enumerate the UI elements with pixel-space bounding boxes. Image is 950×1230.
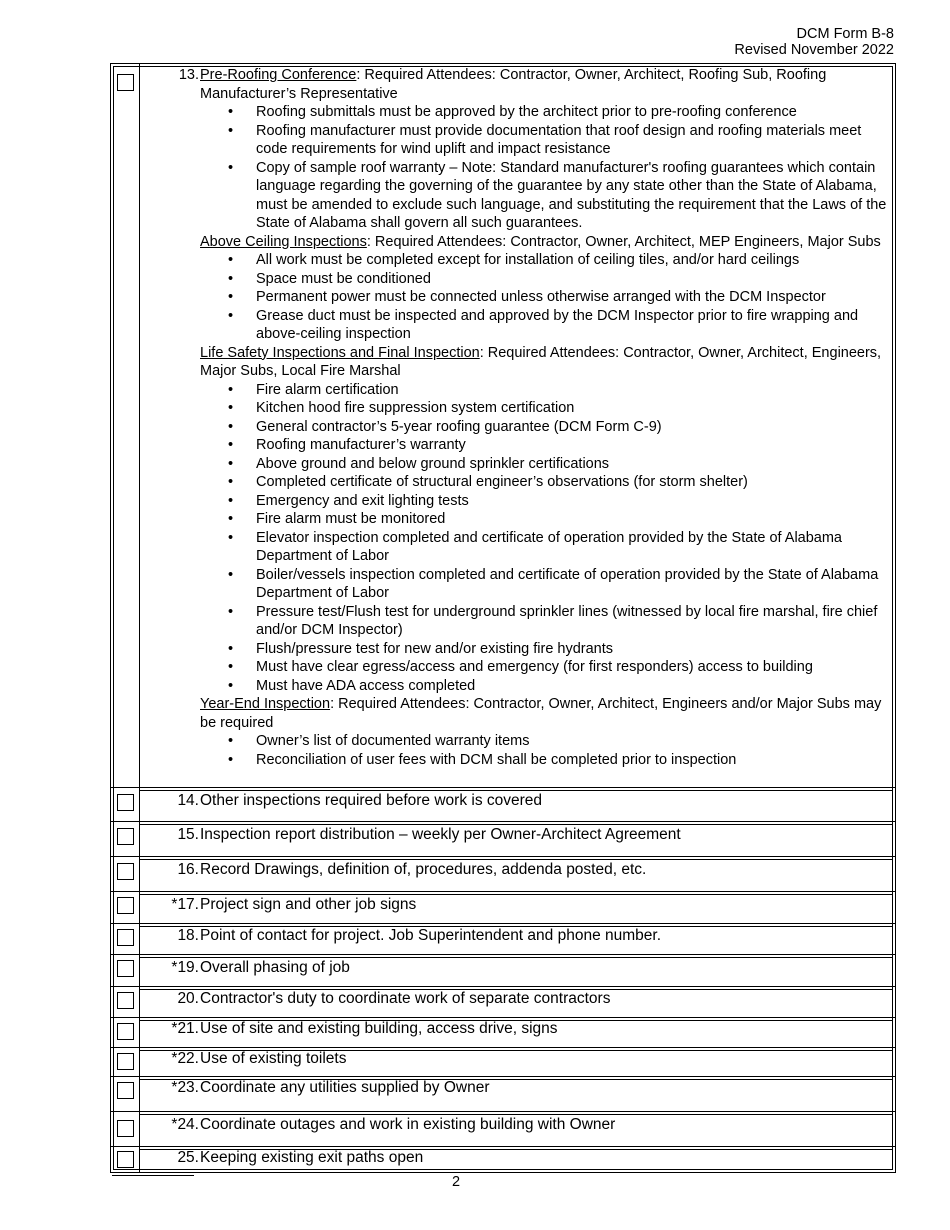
section-attendees: : Required Attendees: Contractor, Owner, Architect, Engineers, Major Subs, Local Fire Marshal — [200, 344, 882, 379]
item-text: Keeping existing exit paths open — [200, 1149, 424, 1166]
bullet-item: • Elevator inspection completed and certificate of operation provided by the State of Alabama Department of Labor — [256, 529, 895, 566]
checklist-table — [110, 63, 896, 1173]
pre-roofing-bullets — [200, 103, 895, 233]
bullet-item: • Must have ADA access completed — [256, 677, 895, 696]
section-life-safety — [200, 344, 895, 381]
revision-date: Revised November 2022 — [734, 42, 894, 58]
checkbox-16[interactable] — [117, 863, 134, 880]
item-text: Contractor's duty to coordinate work of separate contractors — [200, 990, 611, 1007]
bullet-item: • General contractor’s 5-year roofing guarantee (DCM Form C-9) — [256, 418, 895, 437]
checkbox-20[interactable] — [117, 992, 134, 1009]
checklist-row-17 — [111, 892, 895, 924]
checklist-row-14 — [111, 788, 895, 822]
item-number: *24. — [171, 1116, 199, 1133]
checklist-row-25 — [111, 1147, 895, 1174]
item-text: Other inspections required before work is covered — [200, 792, 543, 809]
item-number: 16. — [177, 861, 199, 878]
year-end-bullets — [200, 732, 895, 769]
life-safety-bullets — [200, 381, 895, 696]
bullet-item: • All work must be completed except for installation of ceiling tiles, and/or hard ceilings — [256, 251, 895, 270]
checkbox-13[interactable] — [117, 74, 134, 91]
section-above-ceiling — [200, 233, 895, 252]
checkbox-23[interactable] — [117, 1082, 134, 1099]
checklist-row-13 — [111, 64, 895, 788]
bullet-item: • Reconciliation of user fees with DCM shall be completed prior to inspection — [256, 751, 895, 770]
section-pre-roofing — [200, 66, 895, 103]
checklist-row-16 — [111, 857, 895, 892]
item-text: Use of site and existing building, access drive, signs — [200, 1020, 558, 1037]
item-number: 20. — [177, 990, 199, 1007]
checklist-row-21 — [111, 1018, 895, 1048]
bullet-item: • Grease duct must be inspected and approved by the DCM Inspector prior to fire wrapping and above-ceiling inspection — [256, 307, 895, 344]
item-number: 13. — [178, 67, 199, 83]
bullet-item: • Permanent power must be connected unless otherwise arranged with the DCM Inspector — [256, 288, 895, 307]
item-number: 15. — [177, 826, 199, 843]
checklist-row-20 — [111, 987, 895, 1018]
item-text: Overall phasing of job — [200, 959, 350, 976]
section-year-end — [200, 695, 895, 732]
bullet-item: • Pressure test/Flush test for underground sprinkler lines (witnessed by local fire marshal, fire chief and/or DCM Inspector) — [256, 603, 895, 640]
section-attendees: : Required Attendees: Contractor, Owner, Architect, Roofing Sub, Roofing Manufacturer’s Representative — [200, 67, 827, 102]
checklist-row-15 — [111, 822, 895, 857]
bullet-item: • Roofing manufacturer must provide documentation that roof design and roofing materials meet code requirements for wind uplift and impact resistance — [256, 122, 895, 159]
bullet-item: • Owner’s list of documented warranty items — [256, 732, 895, 751]
item-text: Coordinate any utilities supplied by Owner — [200, 1079, 490, 1096]
item-number: 25. — [177, 1149, 199, 1166]
form-id: DCM Form B-8 — [796, 26, 894, 42]
bullet-item: • Emergency and exit lighting tests — [256, 492, 895, 511]
item-number: *17. — [171, 896, 199, 913]
section-title: Life Safety Inspections and Final Inspection — [200, 344, 480, 361]
checkbox-19[interactable] — [117, 960, 134, 977]
bullet-item: • Above ground and below ground sprinkler certifications — [256, 455, 895, 474]
bullet-item: • Must have clear egress/access and emergency (for first responders) access to building — [256, 658, 895, 677]
checkbox-25[interactable] — [117, 1151, 134, 1168]
section-title: Pre-Roofing Conference — [200, 67, 357, 83]
checkbox-24[interactable] — [117, 1120, 134, 1137]
item-number: *21. — [171, 1020, 199, 1037]
bullet-item: • Flush/pressure test for new and/or existing fire hydrants — [256, 640, 895, 659]
checkbox-18[interactable] — [117, 929, 134, 946]
bullet-item: • Roofing submittals must be approved by the architect prior to pre-roofing conference — [256, 103, 895, 122]
bullet-item: • Roofing manufacturer’s warranty — [256, 436, 895, 455]
item-13-content — [200, 66, 895, 769]
bullet-item: • Completed certificate of structural engineer’s observations (for storm shelter) — [256, 473, 895, 492]
item-number: *23. — [171, 1079, 199, 1096]
bullet-item: • Fire alarm certification — [256, 381, 895, 400]
checklist-row-18 — [111, 924, 895, 955]
page-number: 2 — [451, 1174, 461, 1190]
item-number: *22. — [171, 1050, 199, 1067]
bullet-item: • Fire alarm must be monitored — [256, 510, 895, 529]
item-number: *19. — [171, 959, 199, 976]
item-text: Inspection report distribution – weekly per Owner-Architect Agreement — [200, 826, 681, 843]
item-text: Point of contact for project. Job Superintendent and phone number. — [200, 927, 662, 944]
checkbox-17[interactable] — [117, 897, 134, 914]
section-attendees: : Required Attendees: Contractor, Owner, Architect, MEP Engineers, Major Subs — [366, 233, 881, 250]
item-text: Record Drawings, definition of, procedures, addenda posted, etc. — [200, 861, 647, 878]
bullet-item: • Copy of sample roof warranty – Note: Standard manufacturer's roofing guarantees which contain language regarding the governing of the guarantee by any state other than the State of Alabama, must be amended to exclude such language, and substituting the requirement that the Laws of the State of Alabama shall govern all such guarantees. — [256, 159, 895, 233]
section-attendees: : Required Attendees: Contractor, Owner, Architect, Engineers and/or Major Subs may be required — [200, 696, 882, 731]
bullet-item: • Kitchen hood fire suppression system certification — [256, 399, 895, 418]
section-title: Year-End Inspection — [200, 696, 331, 712]
checkbox-14[interactable] — [117, 794, 134, 811]
checklist-row-19 — [111, 955, 895, 987]
checklist-row-24 — [111, 1112, 895, 1147]
bullet-item: • Boiler/vessels inspection completed and certificate of operation provided by the State of Alabama Department of Labor — [256, 566, 895, 603]
checkbox-15[interactable] — [117, 828, 134, 845]
bullet-item: • Space must be conditioned — [256, 270, 895, 289]
item-number: 14. — [177, 792, 199, 809]
item-text: Project sign and other job signs — [200, 896, 417, 913]
above-ceiling-bullets — [200, 251, 895, 344]
checkbox-21[interactable] — [117, 1023, 134, 1040]
item-text: Use of existing toilets — [200, 1050, 347, 1067]
item-text: Coordinate outages and work in existing building with Owner — [200, 1116, 616, 1133]
checkbox-22[interactable] — [117, 1053, 134, 1070]
checklist-row-23 — [111, 1077, 895, 1112]
form-header — [734, 26, 894, 58]
item-number: 18. — [177, 927, 199, 944]
section-title: Above Ceiling Inspections — [200, 233, 367, 250]
checklist-row-22 — [111, 1048, 895, 1077]
